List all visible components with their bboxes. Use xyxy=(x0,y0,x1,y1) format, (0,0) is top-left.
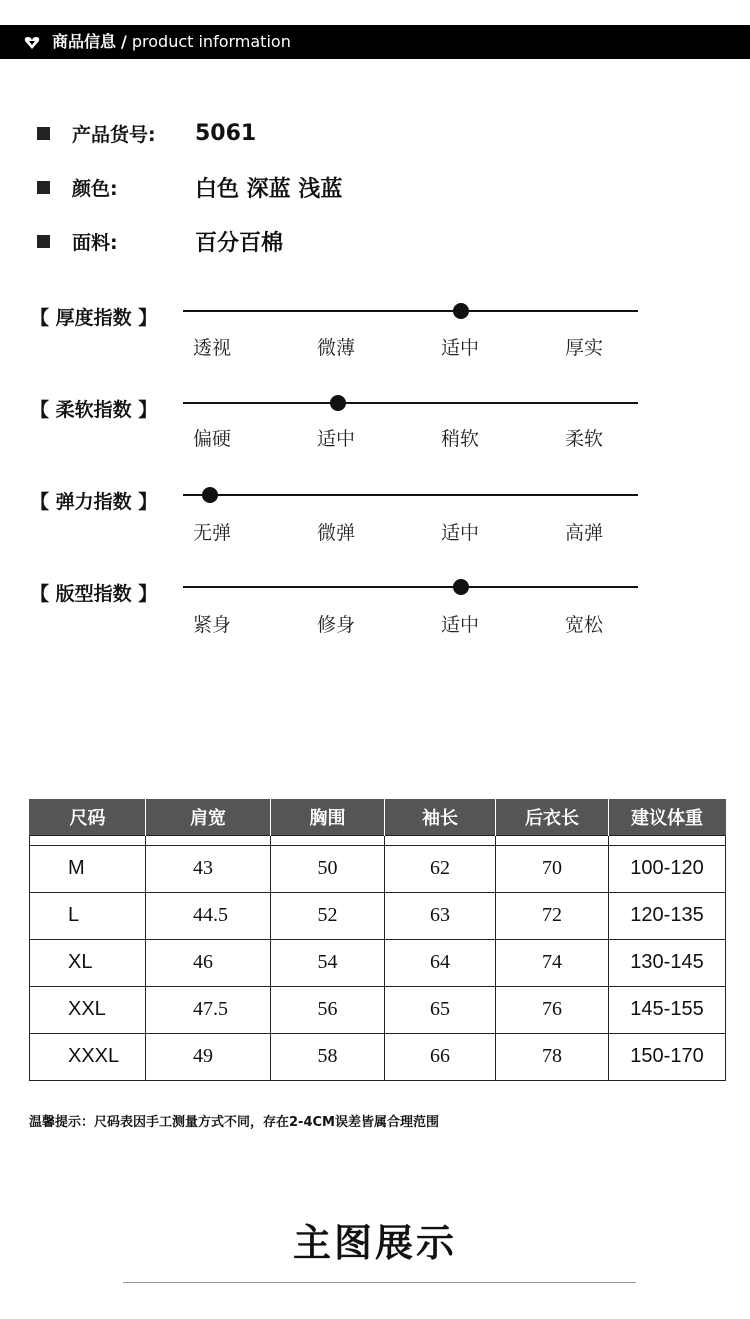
table-header-cell: 肩宽 xyxy=(146,799,271,835)
table-header-cell: 后衣长 xyxy=(496,799,609,835)
index-option-label: 无弹 xyxy=(193,522,232,544)
index-title: 【 版型指数 】 xyxy=(30,583,158,605)
table-cell: 50 xyxy=(271,845,385,892)
table-cell: 78 xyxy=(496,1033,609,1080)
table-row xyxy=(30,986,726,1033)
table-cell: L xyxy=(30,892,146,939)
square-bullet-icon xyxy=(37,127,50,140)
table-cell: 65 xyxy=(385,986,496,1033)
index-scale-line xyxy=(183,586,638,588)
index-scale-line xyxy=(183,310,638,312)
table-cell: 44.5 xyxy=(146,892,271,939)
index-option-label: 修身 xyxy=(317,614,356,636)
index-option-label: 偏硬 xyxy=(193,428,232,450)
info-label: 颜色: xyxy=(72,177,118,200)
index-option-label: 透视 xyxy=(193,337,232,359)
table-header-cell: 胸围 xyxy=(271,799,385,835)
table-cell: 66 xyxy=(385,1033,496,1080)
table-header-cell: 建议体重 xyxy=(609,799,726,835)
table-cell: 46 xyxy=(146,939,271,986)
table-cell: XL xyxy=(30,939,146,986)
index-option-label: 适中 xyxy=(317,428,356,450)
index-marker-dot xyxy=(453,579,469,595)
index-option-label: 微弹 xyxy=(317,522,356,544)
info-row-item-number xyxy=(37,118,256,148)
index-marker-dot xyxy=(453,303,469,319)
header-bar xyxy=(0,25,750,59)
info-value: 百分百棉 xyxy=(195,230,284,256)
section-title: 主图展示 xyxy=(292,1221,457,1265)
table-cell: 47.5 xyxy=(146,986,271,1033)
table-cell: 130-145 xyxy=(609,939,726,986)
table-cell: 43 xyxy=(146,845,271,892)
table-cell: M xyxy=(30,845,146,892)
index-option-label: 紧身 xyxy=(193,614,232,636)
table-cell: 56 xyxy=(271,986,385,1033)
table-cell: 72 xyxy=(496,892,609,939)
index-marker-dot xyxy=(202,487,218,503)
table-cell: 54 xyxy=(271,939,385,986)
table-cell: 120-135 xyxy=(609,892,726,939)
square-bullet-icon xyxy=(37,235,50,248)
index-option-label: 厚实 xyxy=(565,337,604,359)
table-cell: 76 xyxy=(496,986,609,1033)
info-value: 5061 xyxy=(195,120,257,146)
size-table-header-row xyxy=(30,799,726,835)
table-cell: 150-170 xyxy=(609,1033,726,1080)
table-row xyxy=(30,845,726,892)
table-row xyxy=(30,892,726,939)
table-cell: 145-155 xyxy=(609,986,726,1033)
square-bullet-icon xyxy=(37,181,50,194)
info-label: 产品货号: xyxy=(72,123,156,146)
size-tip: 温馨提示：尺码表因手工测量方式不同，存在2-4CM误差皆属合理范围 xyxy=(29,1115,439,1130)
header-title-en: product information xyxy=(131,32,291,51)
header-title xyxy=(52,25,291,59)
info-row-color xyxy=(37,172,342,202)
heart-down-icon xyxy=(24,36,40,50)
index-title: 【 弹力指数 】 xyxy=(30,491,158,513)
index-option-label: 柔软 xyxy=(565,428,604,450)
table-cell: 63 xyxy=(385,892,496,939)
index-title: 【 厚度指数 】 xyxy=(30,307,158,329)
index-option-label: 高弹 xyxy=(565,522,604,544)
index-marker-dot xyxy=(330,395,346,411)
table-cell: 64 xyxy=(385,939,496,986)
index-option-label: 稍软 xyxy=(441,428,480,450)
table-row xyxy=(30,939,726,986)
section-divider xyxy=(123,1282,636,1283)
index-title: 【 柔软指数 】 xyxy=(30,399,158,421)
info-value: 白色 深蓝 浅蓝 xyxy=(195,176,343,202)
table-cell: 52 xyxy=(271,892,385,939)
table-cell: 74 xyxy=(496,939,609,986)
index-option-label: 适中 xyxy=(441,522,480,544)
header-separator: / xyxy=(121,32,127,51)
table-cell: 58 xyxy=(271,1033,385,1080)
info-label: 面料: xyxy=(72,231,118,254)
table-cell: 100-120 xyxy=(609,845,726,892)
index-scale-line xyxy=(183,402,638,404)
table-header-cell: 尺码 xyxy=(30,799,146,835)
table-header-cell: 袖长 xyxy=(385,799,496,835)
size-table xyxy=(29,799,726,1081)
table-spacer-row xyxy=(30,835,726,845)
index-option-label: 适中 xyxy=(441,337,480,359)
index-option-label: 微薄 xyxy=(317,337,356,359)
header-title-cn: 商品信息 xyxy=(52,32,117,51)
table-cell: XXL xyxy=(30,986,146,1033)
index-option-label: 宽松 xyxy=(565,614,604,636)
table-cell: 62 xyxy=(385,845,496,892)
info-row-fabric xyxy=(37,226,283,256)
table-cell: 49 xyxy=(146,1033,271,1080)
table-cell: 70 xyxy=(496,845,609,892)
index-scale-line xyxy=(183,494,638,496)
table-row xyxy=(30,1033,726,1080)
index-option-label: 适中 xyxy=(441,614,480,636)
table-cell: XXXL xyxy=(30,1033,146,1080)
